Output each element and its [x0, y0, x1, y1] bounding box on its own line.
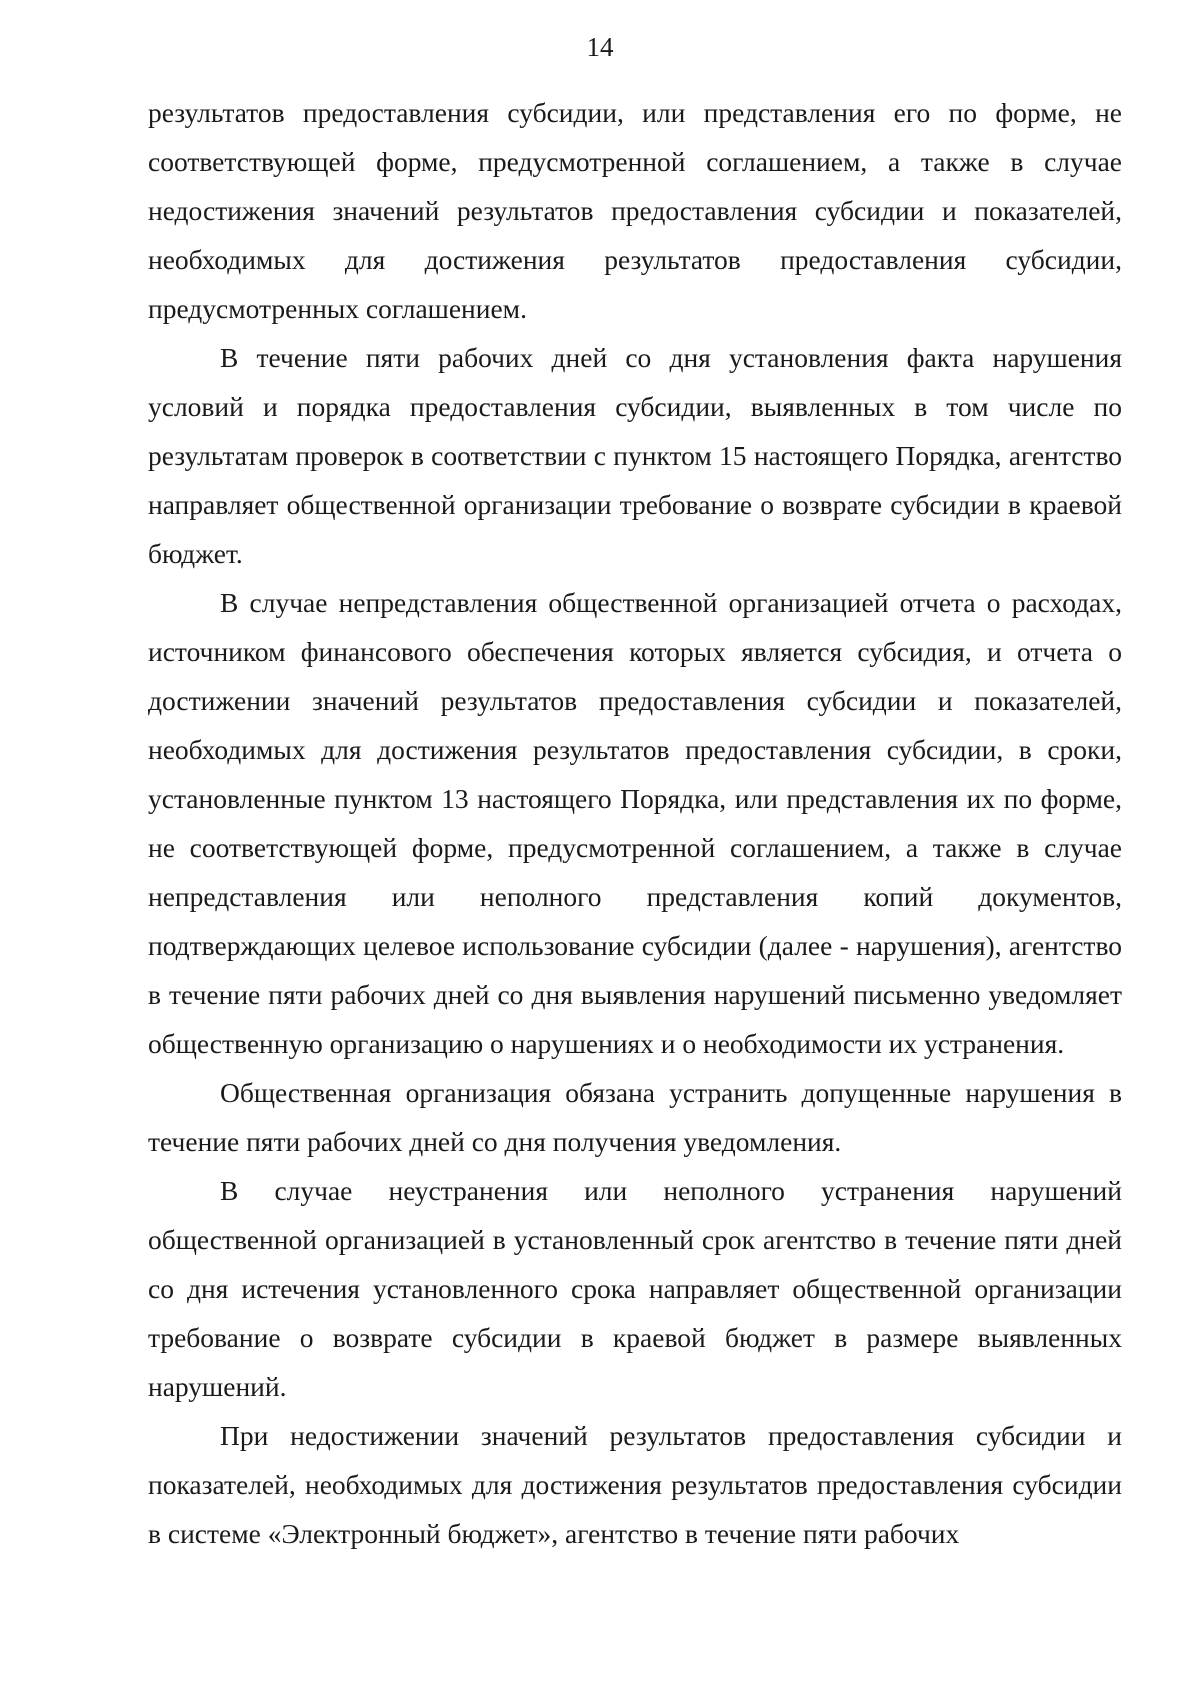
paragraph-non-achievement: При недостижении значений результатов предоставления субсидии и показателей, необходимых для достижения результатов предоставления субсидии в системе «Электронный бюджет», агентство в течение пяти рабочих — [148, 1420, 1122, 1549]
document-body — [148, 88, 1122, 1558]
paragraph-continuation: результатов предоставления субсидии, или представления его по форме, не соответствующей форме, предусмотренной соглашением, а также в случае недостижения значений результатов предоставления субсидии и показателей, необходимых для достижения результатов предоставления субсидии, предусмотренных соглашением. — [148, 97, 1122, 324]
paragraph-non-remedy: В случае неустранения или неполного устранения нарушений общественной организацией в установленный срок агентство в течение пяти дней со дня истечения установленного срока направляет общественной организации требование о возврате субсидии в краевой бюджет в размере выявленных нарушений. — [148, 1175, 1122, 1402]
paragraph-return-demand: В течение пяти рабочих дней со дня установления факта нарушения условий и порядка предоставления субсидии, выявленных в том числе по результатам проверок в соответствии с пунктом 15 настоящего Порядка, агентство направляет общественной организации требование о возврате субсидии в краевой бюджет. — [148, 342, 1122, 569]
paragraph-report-violations: В случае непредставления общественной организацией отчета о расходах, источником финансового обеспечения которых является субсидия, и отчета о достижении значений результатов предоставления субсидии и показателей, необходимых для достижения результатов предоставления субсидии, в сроки, установленные пунктом 13 настоящего Порядка, или представления их по форме, не соответствующей форме, предусмотренной соглашением, а также в случае непредставления или неполного представления копий документов, подтверждающих целевое использование субсидии (далее - нарушения), агентство в течение пяти рабочих дней со дня выявления нарушений письменно уведомляет общественную организацию о нарушениях и о необходимости их устранения. — [148, 587, 1122, 1059]
paragraph-obligation-to-remedy: Общественная организация обязана устранить допущенные нарушения в течение пяти рабочих дней со дня получения уведомления. — [148, 1077, 1122, 1157]
page-number: 14 — [586, 32, 614, 62]
